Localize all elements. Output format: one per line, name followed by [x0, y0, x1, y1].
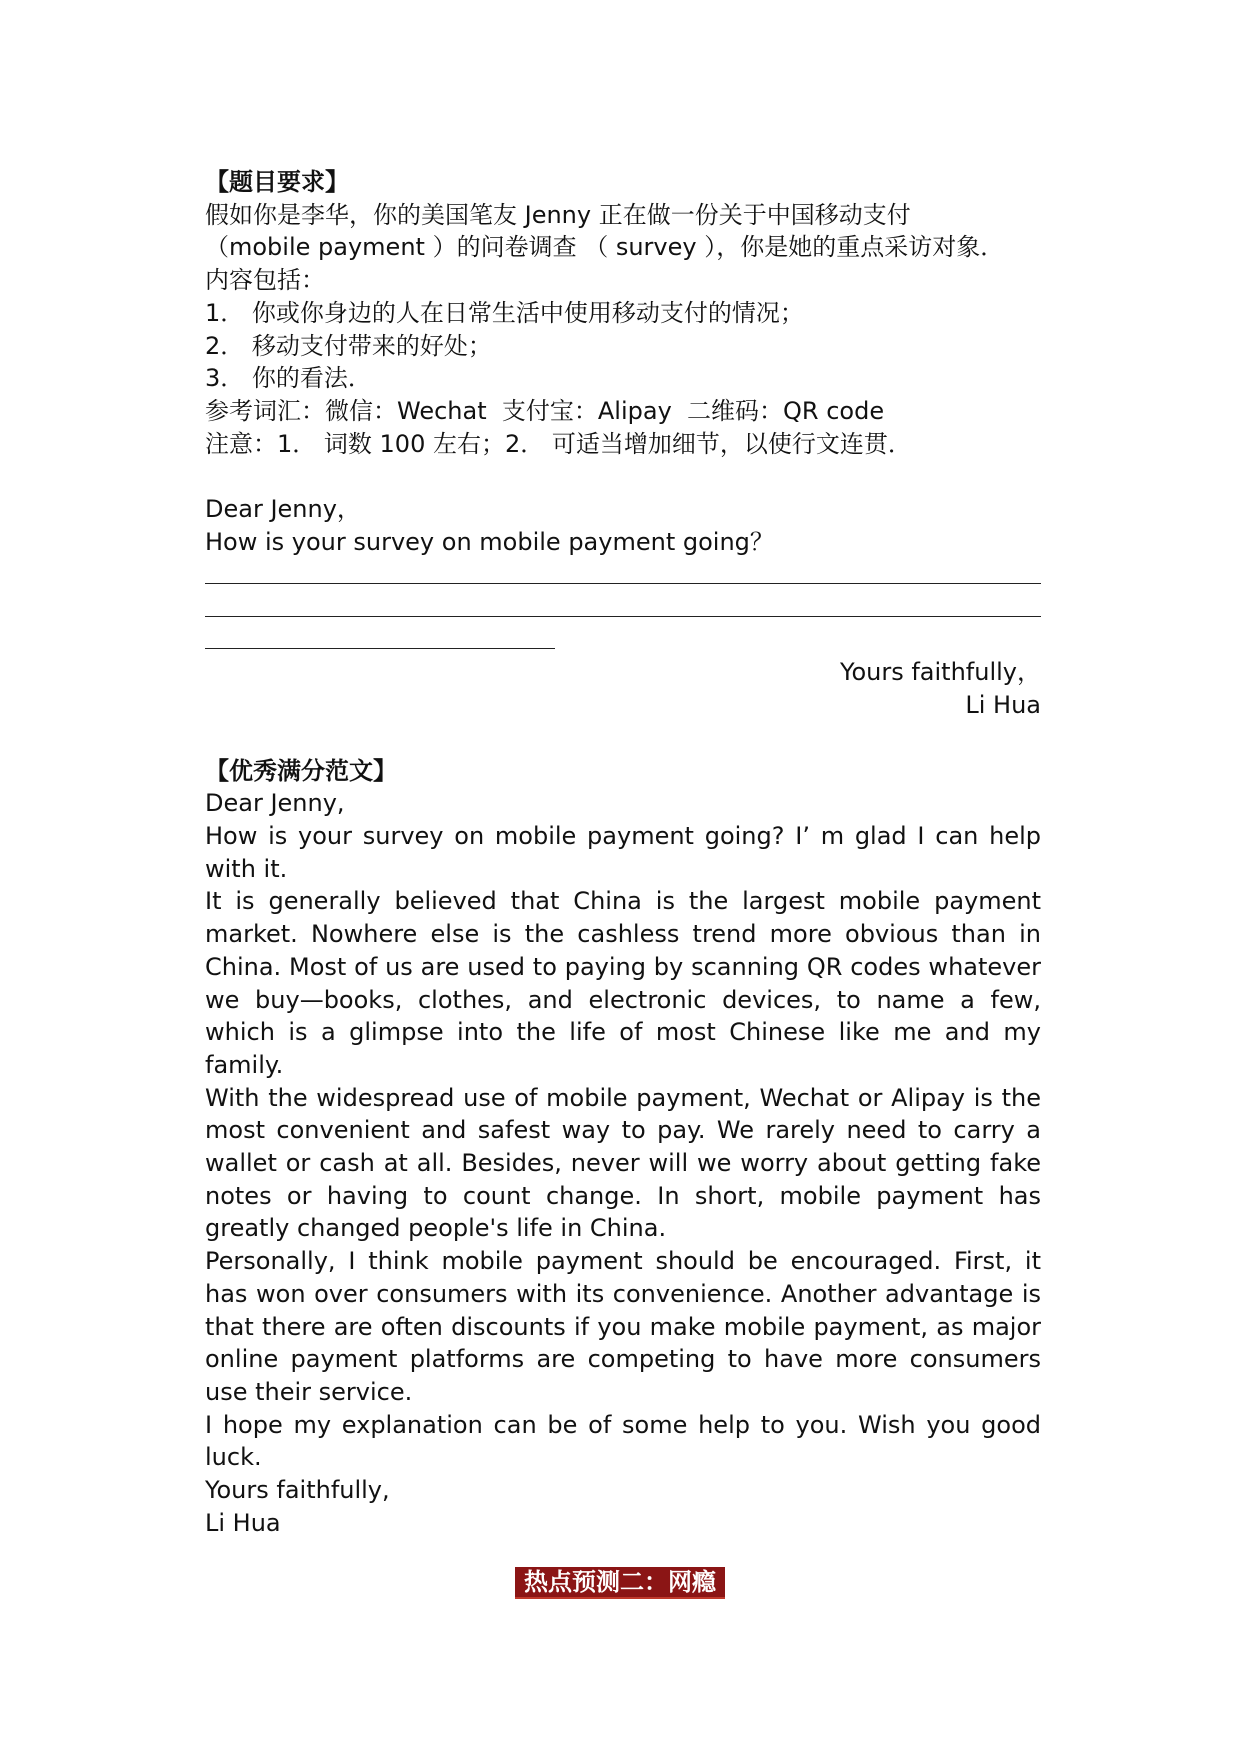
model-essay	[205, 755, 1041, 1540]
essay-greeting: Dear Jenny,	[205, 789, 345, 818]
letter-closing: Yours faithfully，	[839, 658, 1041, 687]
essay-signature: Li Hua	[205, 1508, 281, 1537]
task-line: 假如你是李华，你的美国笔友 Jenny 正在做一份关于中国移动支付	[205, 200, 911, 229]
letter-opening: How is your survey on mobile payment going？	[205, 527, 774, 556]
spacer	[205, 722, 1041, 755]
essay-paragraph: I hope my explanation can be of some help to you. Wish you good luck.	[205, 1410, 1041, 1472]
task-line: 参考词汇：微信：Wechat 支付宝：Alipay 二维码：QR code	[205, 396, 885, 425]
essay-paragraph: How is your survey on mobile payment going? I’ m glad I can help with it.	[205, 821, 1041, 883]
next-topic-label: 热点预测二：网瘾	[515, 1567, 725, 1599]
task-line: 2． 移动支付带来的好处；	[205, 331, 492, 360]
essay-paragraph: Personally, I think mobile payment should be encouraged. First, it has won over consumers with its convenience. Another advantage is that there are often discounts if you make mobile payment, as major online payment platforms are competing to have more consumers use their service.	[205, 1247, 1041, 1406]
task-line: 1． 你或你身边的人在日常生活中使用移动支付的情况；	[205, 298, 804, 327]
document-page	[205, 166, 1041, 1539]
task-line: 注意：1． 词数 100 左右；2． 可适当增加细节，以使行文连贯．	[205, 429, 912, 458]
answer-line	[205, 591, 1041, 624]
essay-heading: 【优秀满分范文】	[205, 756, 397, 785]
task-line: （mobile payment ）的问卷调查 （ survey ），你是她的重点采访对象．	[205, 233, 1005, 262]
task-line: 内容包括：	[205, 266, 325, 295]
letter-signature: Li Hua	[965, 691, 1041, 720]
letter-greeting: Dear Jenny，	[205, 495, 361, 524]
task-line: 3． 你的看法．	[205, 364, 372, 393]
essay-paragraph: With the widespread use of mobile payment, Wechat or Alipay is the most convenient and safest way to pay. We rarely need to carry a wallet or cash at all. Besides, never will we worry about getting fake notes or having to count change. In short, mobile payment has greatly changed people's life in China.	[205, 1083, 1041, 1243]
next-topic-banner	[0, 1567, 1240, 1599]
task-heading: 【题目要求】	[205, 168, 349, 196]
answer-line	[205, 558, 1041, 591]
task-lines	[205, 199, 1041, 461]
essay-closing: Yours faithfully,	[205, 1476, 390, 1505]
spacer	[205, 460, 1041, 493]
answer-line	[205, 624, 1041, 657]
essay-paragraph: It is generally believed that China is the largest mobile payment market. Nowhere else is the cashless trend more obvious than in China. Most of us are used to paying by scanning QR codes whatever we buy—books, clothes, and electronic devices, to name a few, which is a glimpse into the life of most Chinese like me and my family.	[205, 887, 1041, 1079]
